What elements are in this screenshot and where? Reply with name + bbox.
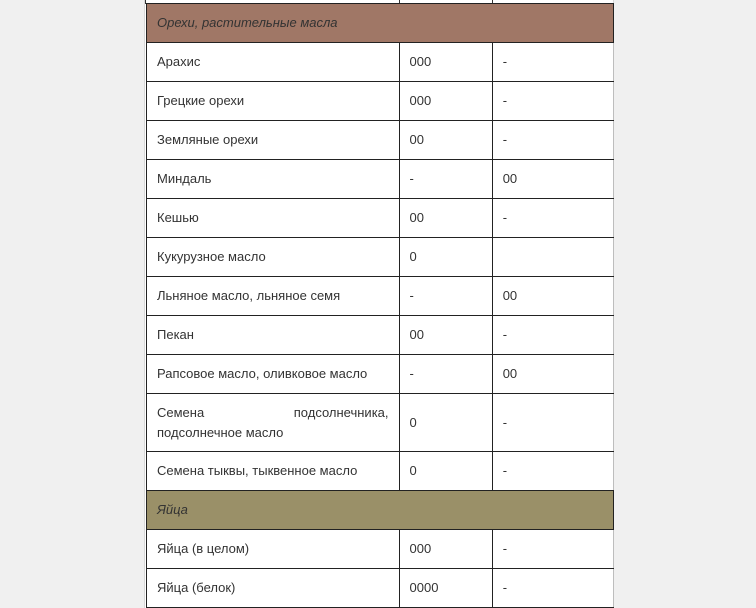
value-cell: - [492, 43, 613, 82]
value-cell: 00 [399, 316, 492, 355]
food-name: Кукурузное масло [147, 238, 400, 277]
value-cell: 000 [399, 43, 492, 82]
food-name: Грецкие орехи [147, 82, 400, 121]
food-name: Рапсовое масло, оливковое масло [147, 355, 400, 394]
table-row [147, 452, 614, 491]
table-row [147, 277, 614, 316]
value-cell: - [492, 569, 613, 608]
value-cell: 0 [399, 452, 492, 491]
value-cell: 0 [399, 394, 492, 452]
table-row [147, 394, 614, 452]
value-cell: 00 [399, 199, 492, 238]
value-cell: - [492, 199, 613, 238]
food-name: Земляные орехи [147, 121, 400, 160]
value-cell: 0 [399, 238, 492, 277]
nutrition-table [146, 3, 614, 608]
value-cell: - [399, 160, 492, 199]
value-cell: - [492, 316, 613, 355]
value-cell: 000 [399, 530, 492, 569]
table-row [147, 160, 614, 199]
table-row [147, 238, 614, 277]
value-cell: 00 [399, 121, 492, 160]
value-cell: 00 [492, 160, 613, 199]
food-name: Семена тыквы, тыквенное масло [147, 452, 400, 491]
value-cell: 0000 [399, 569, 492, 608]
table-row [147, 82, 614, 121]
value-cell: - [492, 452, 613, 491]
value-cell: - [399, 355, 492, 394]
value-cell: - [492, 394, 613, 452]
table-row [147, 316, 614, 355]
value-cell: 00 [492, 355, 613, 394]
value-cell: 00 [492, 277, 613, 316]
table-row [147, 43, 614, 82]
food-name: Арахис [147, 43, 400, 82]
food-name: Миндаль [147, 160, 400, 199]
table-row [147, 121, 614, 160]
food-name: Семена подсолнечника, подсолнечное масло [147, 394, 400, 452]
value-cell: 000 [399, 82, 492, 121]
food-name: Яйца (в целом) [147, 530, 400, 569]
section-header-nuts [147, 4, 614, 43]
food-name: Пекан [147, 316, 400, 355]
section-title: Яйца [147, 491, 614, 530]
table-row [147, 530, 614, 569]
food-name: Яйца (белок) [147, 569, 400, 608]
food-name: Льняное масло, льняное семя [147, 277, 400, 316]
value-cell: - [399, 277, 492, 316]
table-row [147, 199, 614, 238]
table-row [147, 355, 614, 394]
section-title: Орехи, растительные масла [147, 4, 614, 43]
value-cell: - [492, 82, 613, 121]
value-cell: - [492, 121, 613, 160]
content-page [144, 0, 614, 608]
value-cell [492, 238, 613, 277]
food-name: Кешью [147, 199, 400, 238]
table-row [147, 569, 614, 608]
section-header-eggs [147, 491, 614, 530]
value-cell: - [492, 530, 613, 569]
